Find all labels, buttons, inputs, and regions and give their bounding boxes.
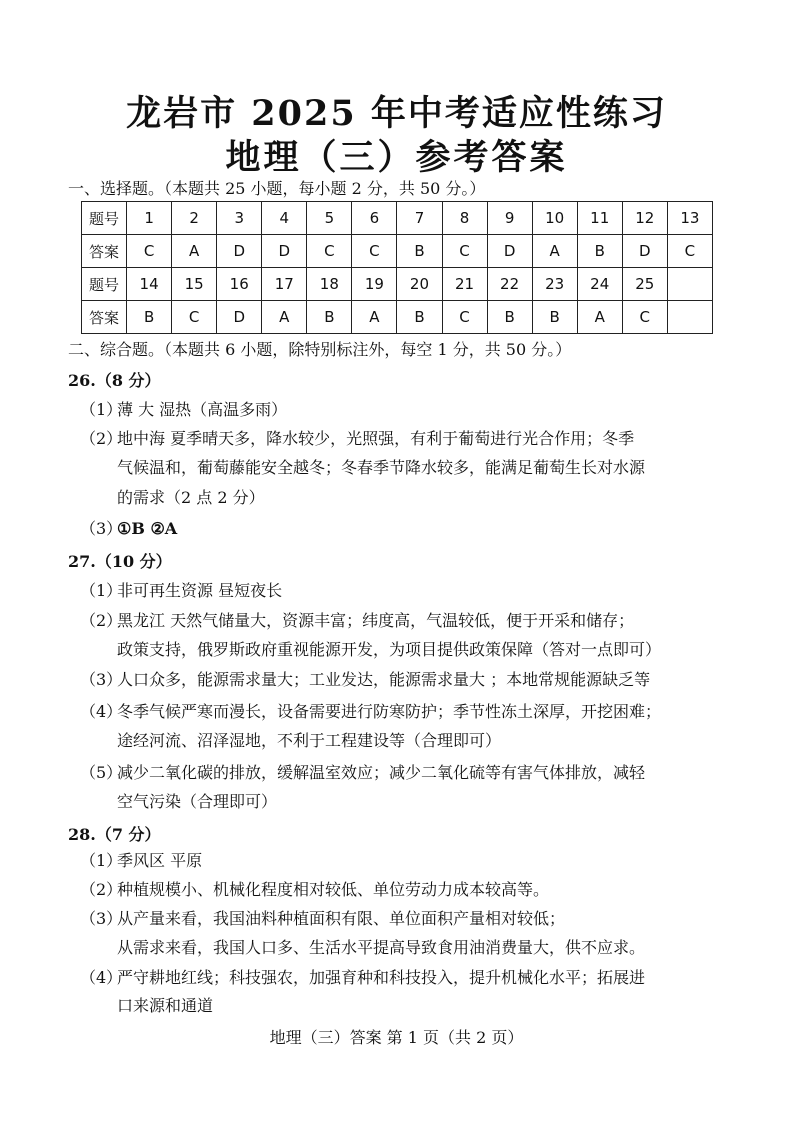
answer-cell: D <box>217 235 262 268</box>
question-number: 21 <box>442 268 487 301</box>
answer-cell: B <box>397 301 442 334</box>
answer-cell: B <box>127 301 172 334</box>
q26-p1-number: （1） <box>80 400 123 419</box>
answer-cell: D <box>262 235 307 268</box>
question-number: 4 <box>262 202 307 235</box>
answer-cell: C <box>307 235 352 268</box>
answer-cell: C <box>352 235 397 268</box>
q27-p2-number: （2） <box>80 611 123 630</box>
question-number: 2 <box>172 202 217 235</box>
q27-p4-line1: 冬季气候严寒而漫长，设备需要进行防寒防护；季节性冻土深厚，开挖困难； <box>117 702 662 721</box>
q28-p2-text: 种植规模小、机械化程度相对较低、单位劳动力成本较高等。 <box>117 880 550 899</box>
question-number: 19 <box>352 268 397 301</box>
answer-cell: B <box>532 301 577 334</box>
q27-p2-line2: 政策支持，俄罗斯政府重视能源开发，为项目提供政策保障（答对一点即可） <box>117 640 662 659</box>
question-number: 20 <box>397 268 442 301</box>
question-number: 14 <box>127 268 172 301</box>
q27-p5-line1: 减少二氧化碳的排放，缓解温室效应；减少二氧化硫等有害气体排放，减轻 <box>117 763 646 782</box>
q28-p3-number: （3） <box>80 909 123 928</box>
answer-cell: C <box>622 301 667 334</box>
q26-p2-line2: 气候温和，葡萄藤能安全越冬；冬春季节降水较多，能满足葡萄生长对水源 <box>117 458 646 477</box>
answer-cell: B <box>397 235 442 268</box>
question-number: 6 <box>352 202 397 235</box>
question-number: 5 <box>307 202 352 235</box>
q27-p5-line2: 空气污染（合理即可） <box>117 792 278 811</box>
table-row-answers-2 <box>82 301 713 334</box>
answer-cell: A <box>352 301 397 334</box>
question-number: 11 <box>577 202 622 235</box>
row-label-answer: 答案 <box>82 235 127 268</box>
answer-cell: D <box>217 301 262 334</box>
q28-header: 28.（7 分） <box>68 825 161 844</box>
q26-header: 26.（8 分） <box>68 371 161 390</box>
answer-cell: C <box>667 235 712 268</box>
q26-p2-number: （2） <box>80 429 123 448</box>
question-number <box>667 268 712 301</box>
q28-p1-number: （1） <box>80 851 123 870</box>
question-number: 15 <box>172 268 217 301</box>
q27-p5-number: （5） <box>80 763 123 782</box>
section2-heading: 二、综合题。（本题共 6 小题，除特别标注外，每空 1 分，共 50 分。） <box>68 340 572 359</box>
question-number: 8 <box>442 202 487 235</box>
q27-p1-text: 非可再生资源 昼短夜长 <box>117 581 283 600</box>
question-number: 12 <box>622 202 667 235</box>
answer-cell: B <box>307 301 352 334</box>
question-number: 25 <box>622 268 667 301</box>
section1-heading: 一、选择题。（本题共 25 小题，每小题 2 分，共 50 分。） <box>68 179 486 198</box>
table-row-answers-1 <box>82 235 713 268</box>
answer-cell: A <box>262 301 307 334</box>
q27-header: 27.（10 分） <box>68 552 172 571</box>
q28-p3-line1: 从产量来看，我国油料种植面积有限、单位面积产量相对较低； <box>117 909 566 928</box>
answer-cell: A <box>577 301 622 334</box>
q26-p2-line3: 的需求（2 点 2 分） <box>117 488 265 507</box>
q26-p3-number: （3） <box>80 519 123 538</box>
q27-p3-number: （3） <box>80 670 123 689</box>
q26-p3-text: ①B ②A <box>117 519 178 538</box>
question-number: 24 <box>577 268 622 301</box>
question-number: 13 <box>667 202 712 235</box>
answer-cell: B <box>577 235 622 268</box>
question-number: 1 <box>127 202 172 235</box>
q28-p4-line1: 严守耕地红线；科技强农，加强育种和科技投入，提升机械化水平；拓展进 <box>117 968 646 987</box>
q26-p2-line1: 地中海 夏季晴天多，降水较少，光照强，有利于葡萄进行光合作用；冬季 <box>117 429 635 448</box>
question-number: 17 <box>262 268 307 301</box>
question-number: 7 <box>397 202 442 235</box>
row-label-number: 题号 <box>82 202 127 235</box>
question-number: 3 <box>217 202 262 235</box>
question-number: 23 <box>532 268 577 301</box>
q28-p2-number: （2） <box>80 880 123 899</box>
table-row-numbers-2 <box>82 268 713 301</box>
answer-cell: C <box>127 235 172 268</box>
answer-table <box>81 201 713 334</box>
q26-p1-text: 薄 大 湿热（高温多雨） <box>117 400 288 419</box>
q27-p3-text: 人口众多，能源需求量大；工业发达，能源需求量大 ；本地常规能源缺乏等 <box>117 670 651 689</box>
question-number: 18 <box>307 268 352 301</box>
q27-p4-number: （4） <box>80 702 123 721</box>
answer-cell: A <box>532 235 577 268</box>
answer-cell: C <box>172 301 217 334</box>
answer-cell: D <box>622 235 667 268</box>
answer-cell: C <box>442 301 487 334</box>
exam-subtitle: 地理（三）参考答案 <box>225 137 568 178</box>
row-label-number: 题号 <box>82 268 127 301</box>
answer-cell: C <box>442 235 487 268</box>
question-number: 16 <box>217 268 262 301</box>
page-footer: 地理（三）答案 第 1 页（共 2 页） <box>269 1028 524 1047</box>
answer-cell <box>667 301 712 334</box>
q28-p1-text: 季风区 平原 <box>117 851 203 870</box>
q28-p4-number: （4） <box>80 968 123 987</box>
answer-cell: B <box>487 301 532 334</box>
q27-p4-line2: 途经河流、沼泽湿地，不利于工程建设等（合理即可） <box>117 731 502 750</box>
answer-cell: A <box>172 235 217 268</box>
question-number: 9 <box>487 202 532 235</box>
table-row-numbers-1 <box>82 202 713 235</box>
question-number: 10 <box>532 202 577 235</box>
q27-p2-line1: 黑龙江 天然气储量大，资源丰富；纬度高，气温较低，便于开采和储存； <box>117 611 635 630</box>
q28-p3-line2: 从需求来看，我国人口多、生活水平提高导致食用油消费量大，供不应求。 <box>117 938 646 957</box>
question-number: 22 <box>487 268 532 301</box>
row-label-answer: 答案 <box>82 301 127 334</box>
q28-p4-line2: 口来源和通道 <box>117 996 214 1015</box>
answer-cell: D <box>487 235 532 268</box>
q27-p1-number: （1） <box>80 581 123 600</box>
exam-title: 龙岩市 2025 年中考适应性练习 <box>126 93 667 134</box>
